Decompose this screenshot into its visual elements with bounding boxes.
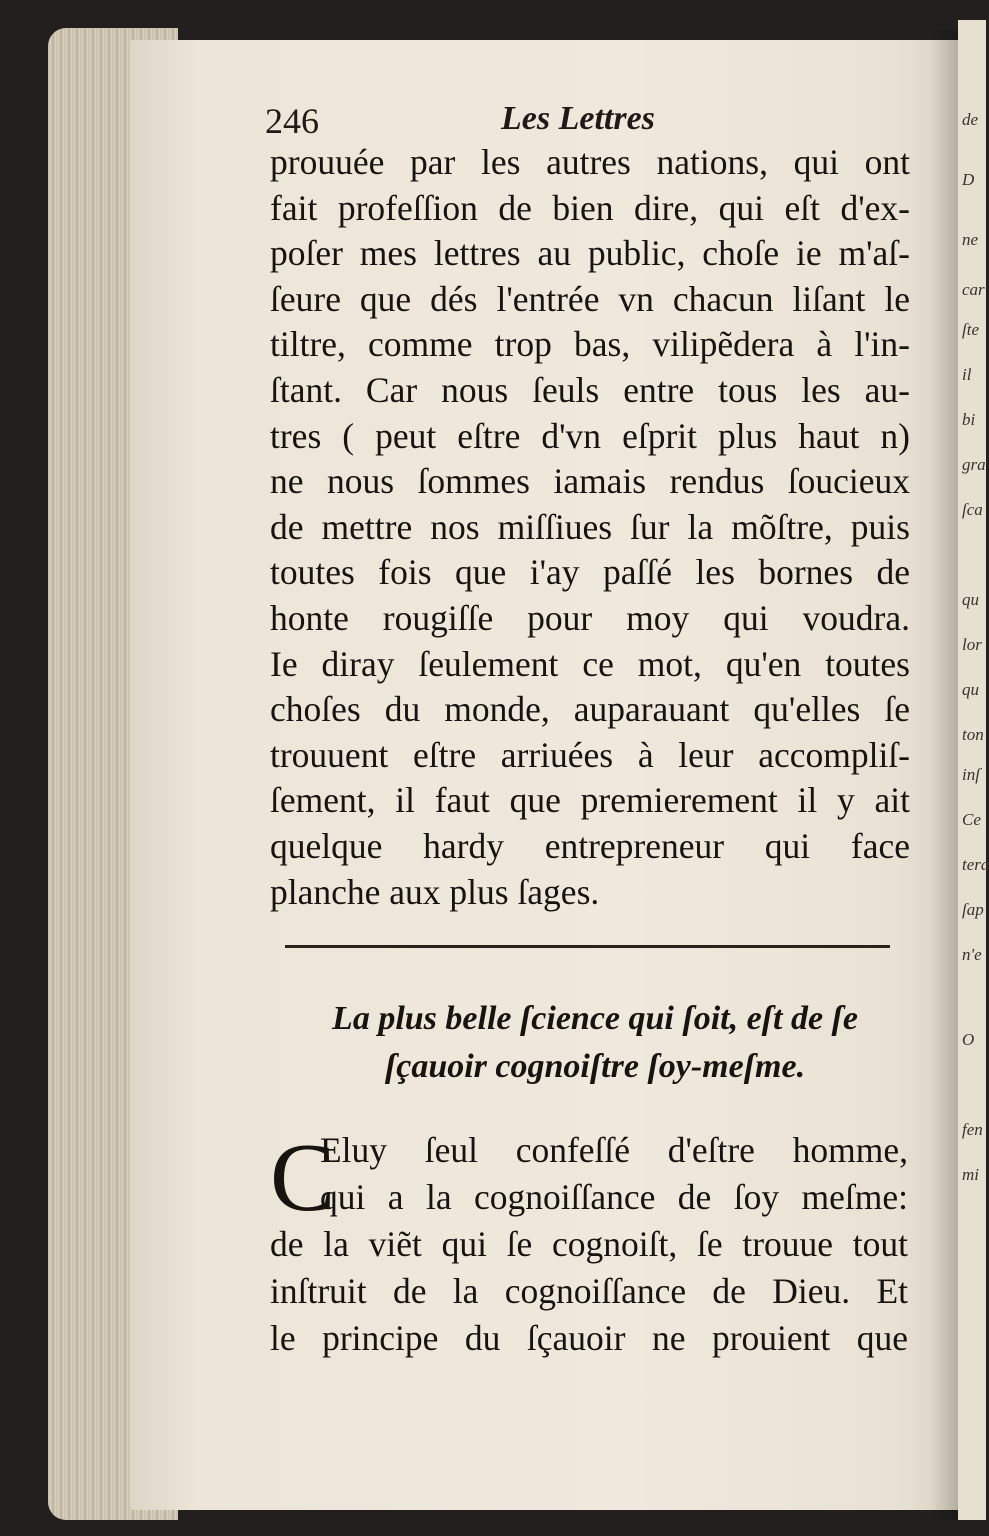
text-line: le principe du ſçauoir ne prouient que xyxy=(270,1318,908,1358)
text-line: Ie diray ſeulement ce mot, qu'en toutes xyxy=(270,643,910,684)
facing-fragment: lor xyxy=(962,635,982,654)
facing-fragment: fen xyxy=(962,1120,983,1139)
text-line: poſer mes lettres au public, choſe ie m'aſ- xyxy=(270,233,910,274)
facing-fragment: n'e xyxy=(962,945,982,964)
facing-fragment: de xyxy=(962,110,979,129)
text-line: tiltre, comme trop bas, vilipẽdera à l'in- xyxy=(270,324,910,365)
text-line: tres ( peut eſtre d'vn eſprit plus haut n) xyxy=(270,415,910,456)
heading-line: La plus belle ſcience qui ſoit, eſt de ſe xyxy=(332,1000,858,1037)
facing-fragment: ne xyxy=(962,230,979,249)
facing-fragment: ſte xyxy=(962,320,979,339)
facing-fragment: ton xyxy=(962,725,984,744)
text-line: prouuée par les autres nations, qui ont xyxy=(270,142,910,182)
facing-fragment: gra xyxy=(962,455,986,474)
section-paragraph xyxy=(270,1124,920,1362)
text-line: Eluy ſeul confeſſé d'eſtre homme, xyxy=(320,1130,908,1170)
text-line: trouuent eſtre arriuées à leur accompliſ- xyxy=(270,734,910,775)
drop-cap: C xyxy=(270,1124,336,1232)
text-line: ſement, il faut que premierement il y ait xyxy=(270,780,910,821)
text-line: planche aux plus ſages. xyxy=(270,871,600,912)
body-paragraph xyxy=(270,140,920,915)
facing-fragment: ſap xyxy=(962,900,984,919)
facing-fragment: bi xyxy=(962,410,976,429)
section-divider xyxy=(285,945,890,948)
page-number: 246 xyxy=(265,101,319,141)
text-line: toutes fois que i'ay paſſé les bornes de xyxy=(270,552,910,593)
facing-fragment: qu xyxy=(962,590,979,609)
text-line: de la viẽt qui ſe cognoiſt, ſe trouue tout xyxy=(270,1224,908,1264)
text-line: ſtant. Car nous ſeuls entre tous les au- xyxy=(270,369,910,410)
text-line: choſes du monde, auparauant qu'elles ſe xyxy=(270,689,910,730)
facing-fragment: tera xyxy=(962,855,989,874)
text-line: inſtruit de la cognoiſſance de Dieu. Et xyxy=(270,1271,908,1311)
page-header xyxy=(265,100,685,144)
facing-page-edge xyxy=(958,20,989,1520)
heading-line: ſçauoir cognoiſtre ſoy-meſme. xyxy=(384,1048,806,1085)
text-line: ſeure que dés l'entrée vn chacun liſant le xyxy=(270,278,910,319)
facing-fragment: inſ xyxy=(962,765,980,784)
text-line: quelque hardy entrepreneur qui face xyxy=(270,825,910,866)
text-line: honte rougiſſe pour moy qui voudra. xyxy=(270,597,910,638)
facing-fragment: ſca xyxy=(962,500,983,519)
facing-fragment: car xyxy=(962,280,985,299)
section-heading xyxy=(270,995,920,1091)
text-line: ne nous ſommes iamais rendus ſoucieux xyxy=(270,461,910,502)
facing-fragment: qu xyxy=(962,680,979,699)
running-title: Les Lettres xyxy=(501,100,655,137)
facing-fragment: D xyxy=(962,170,975,189)
facing-fragment: mi xyxy=(962,1165,979,1184)
facing-fragment: il xyxy=(962,365,972,384)
facing-fragment: Ce xyxy=(962,810,981,829)
text-line: fait profeſſion de bien dire, qui eſt d'ex- xyxy=(270,187,910,228)
spine-shadow xyxy=(930,30,960,1520)
text-line: de mettre nos miſſiues ſur la mõſtre, puis xyxy=(270,506,910,547)
facing-fragment: O xyxy=(962,1030,975,1049)
text-line: qui a la cognoiſſance de ſoy meſme: xyxy=(320,1177,908,1217)
